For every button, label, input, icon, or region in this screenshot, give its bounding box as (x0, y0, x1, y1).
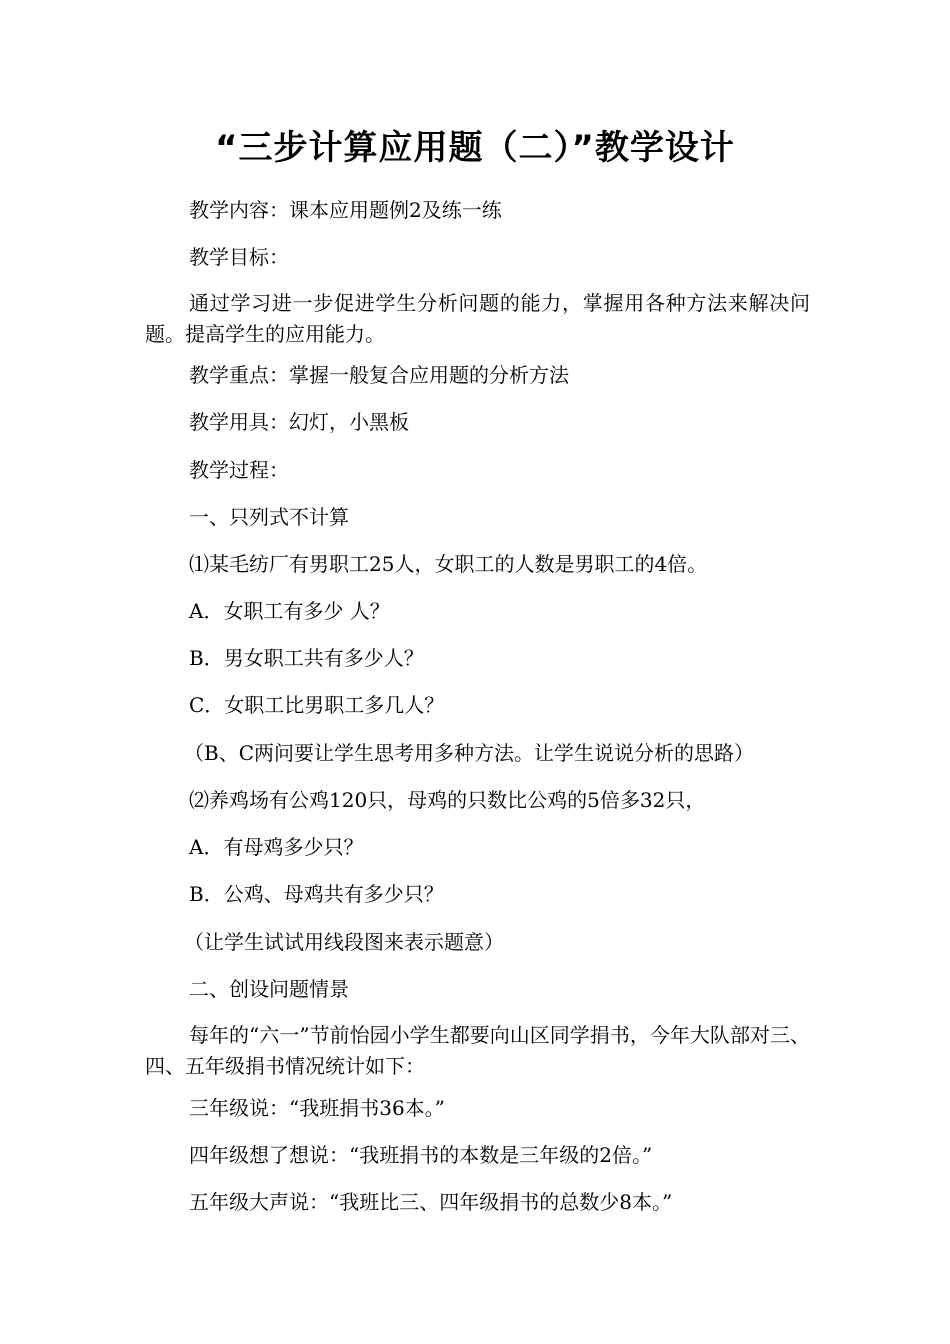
process-heading: 教学过程： (189, 458, 289, 482)
problem2-question-a: A．有母鸡多少只？ (189, 835, 364, 859)
problem1-question-a: A．女职工有多少 人？ (189, 599, 390, 623)
objective-heading: 教学目标： (189, 245, 289, 269)
key-point: 教学重点：掌握一般复合应用题的分析方法 (189, 363, 569, 387)
problem2-text: ⑵养鸡场有公鸡120只，母鸡的只数比公鸡的5倍多32只， (189, 788, 706, 812)
grade3-statement: 三年级说：“我班捐书36本。” (189, 1096, 445, 1120)
section2-intro: 每年的“六一”节前怡园小学生都要向山区同学捐书，今年大队部对三、四、五年级捐书情况统计如下： (145, 1023, 810, 1078)
document-title: “三步计算应用题（二）”教学设计 (215, 128, 735, 168)
grade5-statement: 五年级大声说：“我班比三、四年级捐书的总数少8本。” (189, 1190, 673, 1214)
grade4-statement: 四年级想了想说：“我班捐书的本数是三年级的2倍。” (189, 1143, 653, 1167)
objective-text: 通过学习进一步促进学生分析问题的能力，掌握用各种方法来解决问题。提高学生的应用能力。 (145, 291, 810, 346)
problem1-question-b: B．男女职工共有多少人？ (189, 646, 424, 670)
teaching-tools: 教学用具：幻灯，小黑板 (189, 410, 409, 434)
problem2-question-b: B．公鸡、母鸡共有多少只？ (189, 882, 444, 906)
teaching-content: 教学内容：课本应用题例2及练一练 (189, 198, 502, 222)
problem2-note: （让学生试试用线段图来表示题意） (184, 930, 504, 954)
section1-heading: 一、只列式不计算 (189, 505, 349, 529)
problem1-question-c: C．女职工比男职工多几人？ (189, 693, 445, 717)
problem1-note: （B、C两问要让学生思考用多种方法。让学生说说分析的思路） (184, 741, 754, 765)
section2-heading: 二、创设问题情景 (189, 977, 349, 1001)
problem1-text: ⑴某毛纺厂有男职工25人，女职工的人数是男职工的4倍。 (189, 552, 708, 576)
